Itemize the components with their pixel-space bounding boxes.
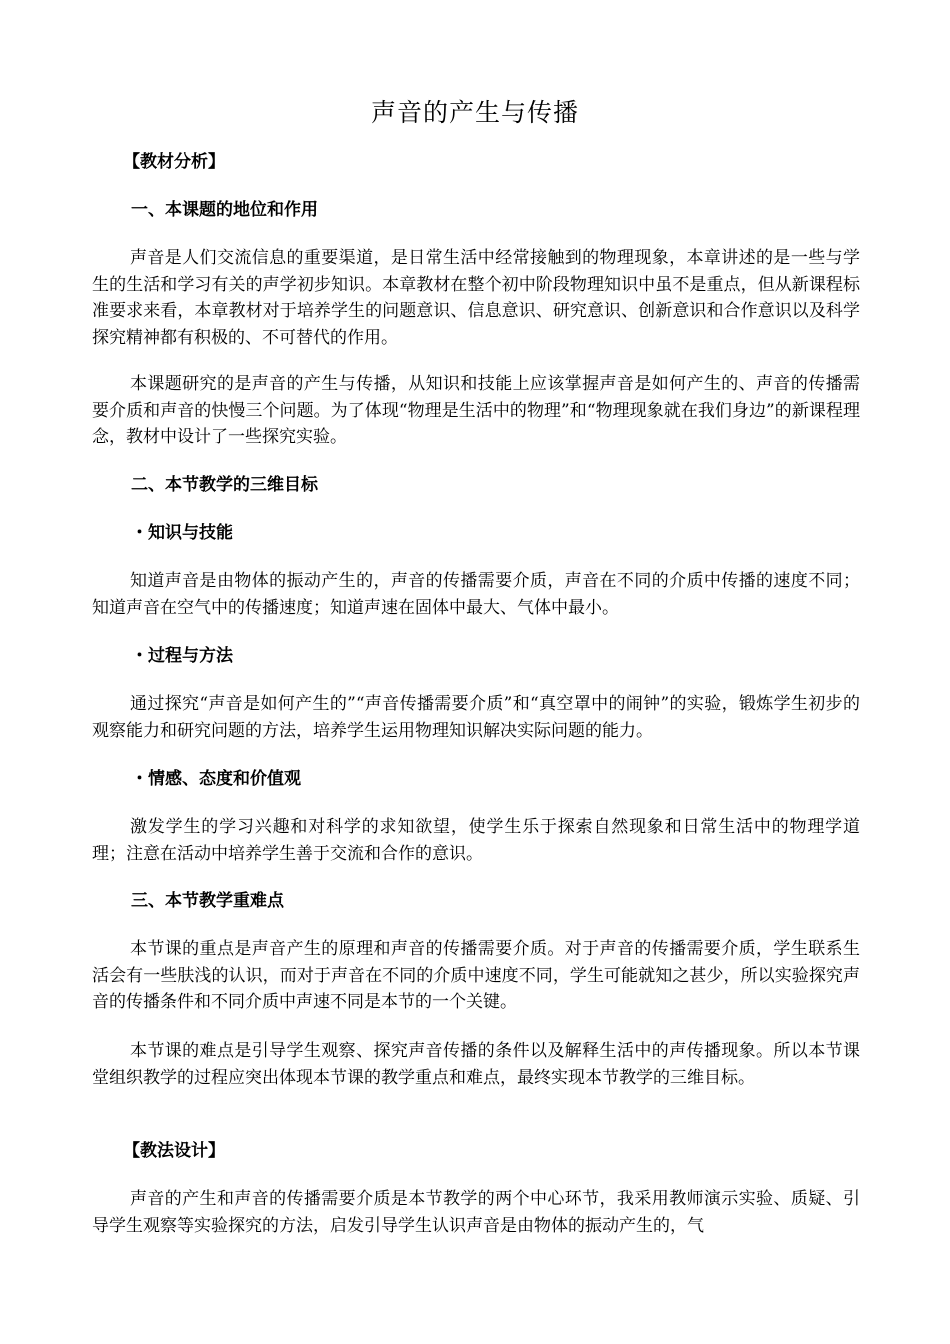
section-heading-textbook-analysis: 【教材分析】	[123, 152, 225, 172]
paragraph-emotion-attitude-values: 激发学生的学习兴趣和对科学的求知欲望，使学生乐于探索自然现象和日常生活中的物理学道理；注意在活动中培养学生善于交流和合作的意识。	[92, 817, 860, 864]
paragraph-process-method: 通过探究“声音是如何产生的”“声音传播需要介质”和“真空罩中的闹钟”的实验，锻炼学生初步的观察能力和研究问题的方法，培养学生运用物理知识解决实际问题的能力。	[92, 694, 860, 741]
paragraph-knowledge-skills: 知道声音是由物体的振动产生的，声音的传播需要介质，声音在不同的介质中传播的速度不同；知道声音在空气中的传播速度；知道声速在固体中最大、气体中最小。	[92, 571, 860, 618]
paragraph-topic-research: 本课题研究的是声音的产生与传播，从知识和技能上应该掌握声音是如何产生的、声音的传播需要介质和声音的快慢三个问题。为了体现“物理是生活中的物理”和“物理现象就在我们身边”的新课程理念，教材中设计了一些探究实验。	[92, 374, 860, 447]
subheading-knowledge-skills: ・知识与技能	[131, 523, 233, 543]
subheading-process-method: ・过程与方法	[131, 646, 233, 666]
paragraph-difficult-points: 本节课的难点是引导学生观察、探究声音传播的条件以及解释生活中的声传播现象。所以本节课堂组织教学的过程应突出体现本节课的教学重点和难点，最终实现本节教学的三维目标。	[92, 1041, 860, 1088]
subheading-emotion-attitude-values: ・情感、态度和价值观	[131, 769, 301, 789]
section-heading-teaching-method: 【教法设计】	[123, 1141, 225, 1161]
paragraph-status-role: 声音是人们交流信息的重要渠道，是日常生活中经常接触到的物理现象，本章讲述的是一些与学生的生活和学习有关的声学初步知识。本章教材在整个初中阶段物理知识中虽不是重点，但从新课程标准要求来看，本章教材对于培养学生的问题意识、信息意识、研究意识、创新意识和合作意识以及科学探究精神都有积极的、不可替代的作用。	[92, 248, 860, 348]
section-heading-key-difficult-points: 三、本节教学重难点	[131, 891, 284, 911]
paragraph-key-points: 本节课的重点是声音产生的原理和声音的传播需要介质。对于声音的传播需要介质，学生联系生活会有一些肤浅的认识，而对于声音在不同的介质中速度不同，学生可能就知之甚少，所以实验探究声音的传播条件和不同介质中声速不同是本节的一个关键。	[92, 939, 860, 1012]
section-heading-status-role: 一、本课题的地位和作用	[131, 200, 318, 220]
paragraph-teaching-method: 声音的产生和声音的传播需要介质是本节教学的两个中心环节，我采用教师演示实验、质疑、引导学生观察等实验探究的方法，启发引导学生认识声音是由物体的振动产生的，气	[92, 1189, 860, 1236]
document-title: 声音的产生与传播	[370, 98, 579, 127]
section-heading-three-goals: 二、本节教学的三维目标	[131, 475, 318, 495]
